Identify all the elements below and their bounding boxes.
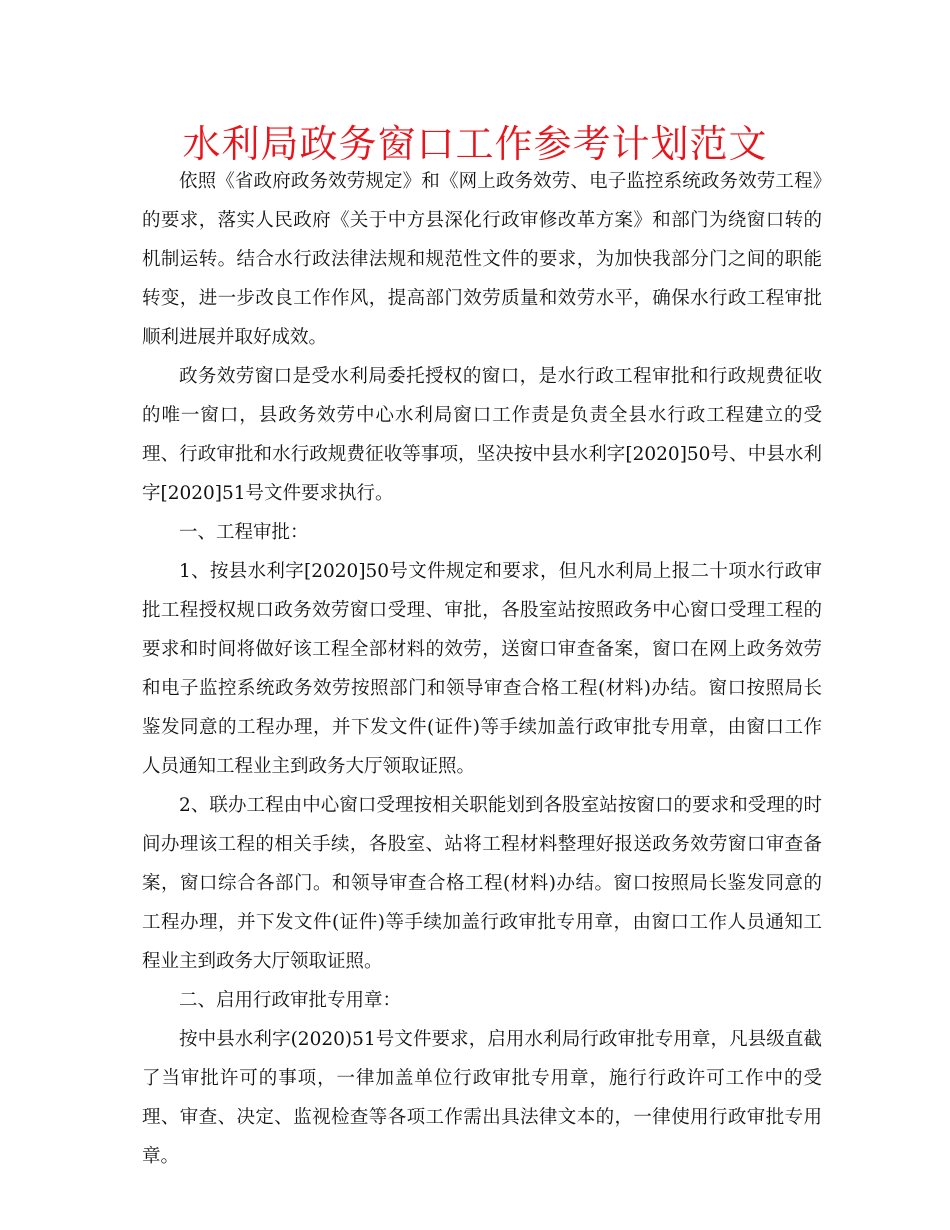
paragraph-window-role: 政务效劳窗口是受水利局委托授权的窗口，是水行政工程审批和行政规费征收的唯一窗口，县政务效劳中心水利局窗口工作责是负责全县水行政工程建立的受理、行政审批和水行政规费征收等事项，坚决按中县水利字[2020]50号、中县水利字[2020]51号文件要求执行。 bbox=[142, 366, 822, 504]
paragraph-special-seal: 按中县水利字(2020)51号文件要求，启用水利局行政审批专用章，凡县级直截了当审批许可的事项，一律加盖单位行政审批专用章，施行行政许可工作中的受理、审查、决定、监视检查等各项工作需出具法律文本的，一律使用行政审批专用章。 bbox=[142, 1029, 822, 1167]
document-body bbox=[142, 162, 822, 1176]
section-heading-project-approval: 一、工程审批： bbox=[179, 522, 309, 543]
paragraph-item-2: 2、联办工程由中心窗口受理按相关职能划到各股室站按窗口的要求和受理的时间办理该工程的相关手续，各股室、站将工程材料整理好报送政务效劳窗口审查备案，窗口综合各部门。和领导审查合格工程(材料)办结。窗口按照局长鉴发同意的工程办理，并下发文件(证件)等手续加盖行政审批专用章，由窗口工作人员通知工程业主到政务大厅领取证照。 bbox=[142, 795, 822, 972]
section-heading-special-seal: 二、启用行政审批专用章： bbox=[179, 990, 402, 1011]
paragraph-item-1: 1、按县水利字[2020]50号文件规定和要求，但凡水利局上报二十项水行政审批工程授权规口政务效劳窗口受理、审批，各股室站按照政务中心窗口受理工程的要求和时间将做好该工程全部材料的效劳，送窗口审查备案，窗口在网上政务效劳和电子监控系统政务效劳按照部门和领导审查合格工程(材料)办结。窗口按照局长鉴发同意的工程办理，并下发文件(证件)等手续加盖行政审批专用章，由窗口工作人员通知工程业主到政务大厅领取证照。 bbox=[142, 561, 822, 777]
document-title: 水利局政务窗口工作参考计划范文 bbox=[182, 122, 768, 166]
paragraph-intro: 依照《省政府政务效劳规定》和《网上政务效劳、电子监控系统政务效劳工程》的要求，落实人民政府《关于中方县深化行政审修改革方案》和部门为绕窗口转的机制运转。结合水行政法律法规和规范性文件的要求，为加快我部分门之间的职能转变，进一步改良工作作风，提高部门效劳质量和效劳水平，确保水行政工程审批顺利进展并取好成效。 bbox=[142, 171, 822, 348]
